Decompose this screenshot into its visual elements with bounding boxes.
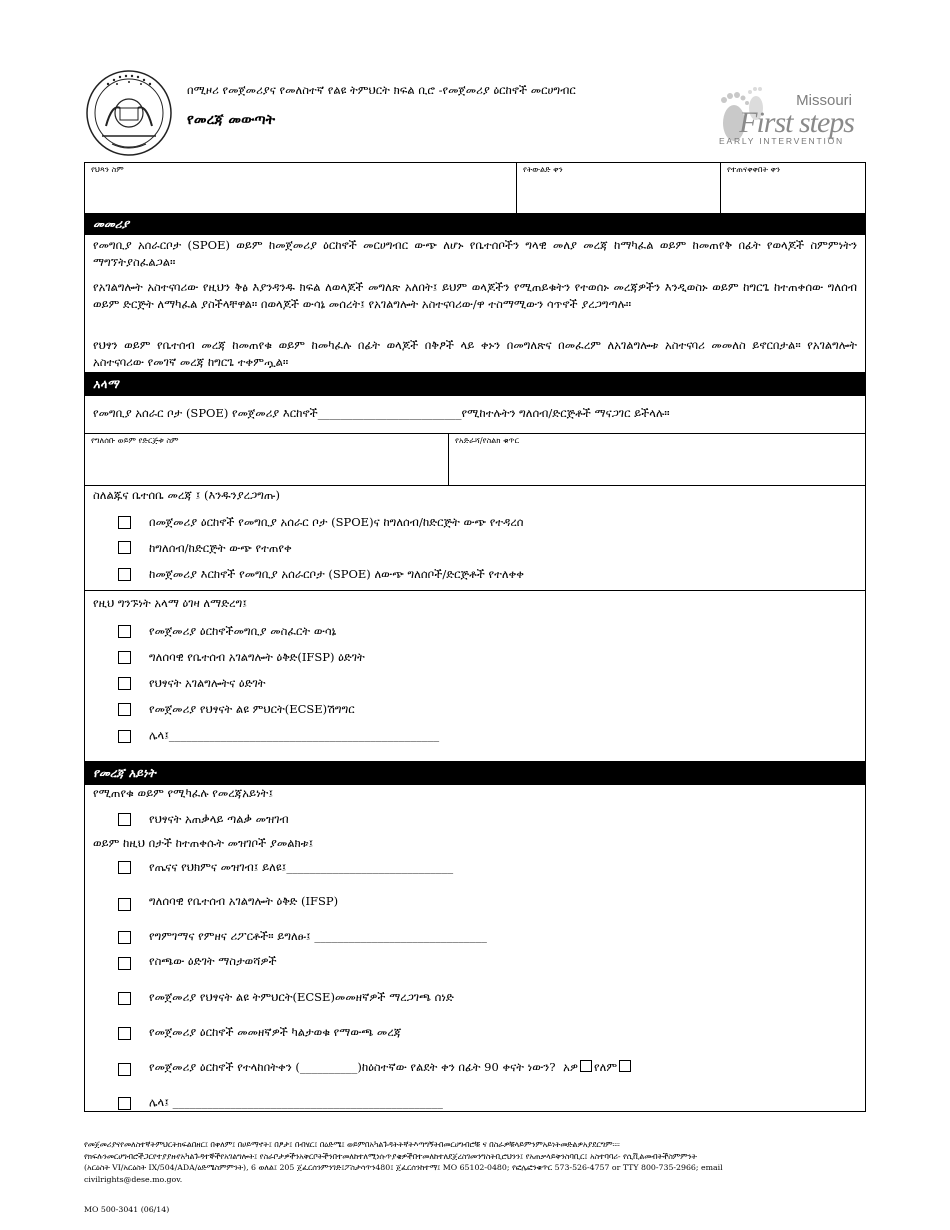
- info-checkbox[interactable]: [118, 931, 131, 944]
- agency-name: በሚዞሪ የመጀመሪያና የመለስተኛ የልዩ ትምህርት ክፍል ቢሮ -የመጀመሪያ ዕርከኖች መርሀግብር: [187, 83, 576, 97]
- footer-line: የመጀመሪያናየመለስተኛትምህርትክፍልበዘር፤ በቀለም፤ በሀይማኖት፤ በፆታ፤ በብሄር፤ በዕድሜ፤ ወይምበአካልጉዳትትኛትእጣግኝትበመርሀግብሮቹ ና በስራዎቹላይምንምአይነትመድልዎአያደርግም።።: [84, 1140, 620, 1149]
- info-type-prompt: የሚጠየቁ ወይም የሚካፈሉ የመረጃአይነት፤: [93, 786, 274, 800]
- instructions-paragraph-3: የህፃን ወይም የቤተሰብ መረጃ ከመጠየቁ ወይም ከመካፈሉ በፊት ወላጆች በቅፆች ላይ ቀኑን በመግለጽና በመፈረም ለአገልግሎቱ አስተናባሪ መመለስ ይኖርበታል። የአገልግሎት አስተናባሪው የመገኛ መረጃ ከግርጌ ተቀምጧል።: [93, 338, 857, 369]
- option-label: በመጀመሪያ ዕርከኖች የመግቢያ አሰራር ቦታ (SPOE)ና ከግለሰብ/ከድርጅት ውጭ የተዳረሰ: [149, 515, 524, 529]
- divider: [85, 485, 865, 486]
- referral-date-field[interactable]: [721, 175, 865, 211]
- reason-checkbox[interactable]: [118, 651, 131, 664]
- birth-date-label: የትውልድ ቀን: [523, 165, 563, 174]
- yes-checkbox[interactable]: [580, 1060, 592, 1072]
- info-label: የስጫው ዕድገት ማስታወሻዎች: [149, 954, 277, 968]
- org-name-field[interactable]: [85, 447, 447, 483]
- info-prompt: ስለልጁና ቤተሰቤ መረጃ ፤ (እንዱንያረጋግጡ): [93, 488, 280, 502]
- divider: [85, 433, 865, 434]
- info-checkbox[interactable]: [118, 861, 131, 874]
- footer-notice: [84, 1139, 874, 1185]
- address-label: የአድራሻ/የስልክ ቁጥር: [455, 436, 520, 445]
- info-type-heading: የመረጃ አይነት: [85, 761, 865, 785]
- reason-label: የመጀመሪያ ዕርከኖችመግቢያ መስፈርት ውሳኔ: [149, 624, 337, 638]
- info-checkbox[interactable]: [118, 957, 131, 970]
- reason-checkbox[interactable]: [118, 677, 131, 690]
- reason-label: ሌላ፤_______________________________________________: [149, 728, 440, 742]
- no-label: የለም: [594, 1060, 618, 1074]
- child-name-field[interactable]: [85, 175, 515, 211]
- release-form: [84, 162, 866, 1112]
- yes-label: አዎ: [563, 1060, 578, 1074]
- info-checkbox[interactable]: [118, 1063, 131, 1076]
- info-checkbox[interactable]: [118, 992, 131, 1005]
- footer-line: (አርዕስት VI/አርዕስት IX/504/ADA/ዕድሜስምምንት), 6 ወለል፤ 205 ጀፈርሰንምንገድ፤ፖስታሳጥን480፤ ጀፈርሰንከተማ፤ MO 65102-0480; የፎሌፎንቁጥር 573-526-4757 or TTY 800-735-2966; email: [84, 1163, 723, 1172]
- footer-line: የክፍሉንመርሀግብሮችጋርየተያያዙየአካልጉዳተኞችየአገልግሎት፤ የስራቦታዎችንአቅርቦትችንበተመለከተለሚነሱጥያቄዎችበተመለከተለደጀረስገመንግስትቢሮህንን፤ የአጠቃላይቅንስባቢር፤ አስተባባሪ- የሲቪልመብትችስምምንት: [84, 1151, 697, 1161]
- logo-brand: First steps: [739, 106, 854, 139]
- first-steps-logo: [714, 78, 854, 148]
- option-checkbox[interactable]: [118, 516, 131, 529]
- referral-date-label: የተጠናቀቀበት ቀን: [727, 165, 781, 174]
- reason-checkbox[interactable]: [118, 703, 131, 716]
- reason-checkbox[interactable]: [118, 730, 131, 743]
- divider: [85, 590, 865, 591]
- no-checkbox[interactable]: [619, 1060, 631, 1072]
- purpose-heading: አላማ: [85, 372, 865, 396]
- info-label: ሌላ፤ _______________________________________________: [149, 1095, 443, 1109]
- info-or-prompt: ወይም ከዚህ በታች ከተጠቀሱት መዝገቦች ያመልክቱ፤: [93, 836, 314, 850]
- state-seal-icon: [84, 68, 174, 158]
- referral-question: የመጀመሪያ ዕርከኖች የተላከበትቀን (__________)ከዕስተኛው የልደት ቀን በፊት 90 ቀናት ነውን?: [149, 1060, 556, 1074]
- purpose-statement: የመግቢያ አሰራር ቦታ (SPOE) የመጀመሪያ እርከኖች_________________________የሚከተሉትን ግለሰብ/ድርጅቶች ማናጋገር ይችላሉ።: [93, 406, 670, 420]
- info-checkbox[interactable]: [118, 1097, 131, 1110]
- option-label: ከግለሰብ/ከድርጅት ውጭ የተጠየቀ: [149, 541, 292, 555]
- option-label: ከመጀመሪያ እርከኖች የመግቢያ አሰራርቦታ (SPOE) ለውጭ ግለሰቦች/ድርጅቶች የተለቀቀ: [149, 567, 525, 581]
- info-label: የጤናና የህክምና መዝገብ፤ ይለዩ፤_____________________________: [149, 860, 454, 874]
- info-checkbox[interactable]: [118, 813, 131, 826]
- address-field[interactable]: [449, 447, 865, 483]
- page-header: [84, 68, 866, 162]
- info-label: የመጀመሪያ ዕርከኖች መመዘኛዎች ካልታወቁ የማውጫ መረጃ: [149, 1025, 402, 1039]
- footer-email: civilrights@dese.mo.gov.: [84, 1174, 183, 1184]
- instructions-heading: መመሪያ: [85, 213, 865, 235]
- info-label: የመጀመሪያ የህፃናት ልዩ ትምህርት(ECSE)መመዘኛዎች ማረጋገጫ ሰነድ: [149, 990, 454, 1004]
- org-name-label: የግለሰቡ ወይም የድርጅቱ ስም: [91, 436, 179, 445]
- child-name-label: የህጻን ስም: [91, 165, 124, 174]
- logo-state: Missouri: [796, 92, 852, 109]
- option-checkbox[interactable]: [118, 541, 131, 554]
- instructions-paragraph-1: የመግቢያ አሰራርቦታ (SPOE) ወይም ከመጀመሪያ ዕርከኖች መርሀግብር ውጭ ለሆኑ የቤተሰቦችን ግላዊ መለያ መረጃ ከማካፈል ወይም ከመጠየቅ በፊት የወላጆች ስምምነትን ማግኘትያስፈልጋል።: [93, 238, 857, 269]
- info-label: የግምገማና የምዘና ሪፖርቶች። ይግለፁ፤ ______________________________: [149, 929, 487, 943]
- logo-tagline: EARLY INTERVENTION: [719, 136, 844, 146]
- info-label: የህፃናት አጠቃላይ ጣልቃ መዝገብ: [149, 812, 289, 826]
- birth-date-field[interactable]: [517, 175, 719, 211]
- option-checkbox[interactable]: [118, 568, 131, 581]
- reason-label: ግለሰባዊ የቤተሰብ አገልግሎት ዕቅድ(IFSP) ዕድገት: [149, 650, 365, 664]
- info-checkbox[interactable]: [118, 1027, 131, 1040]
- document-title: የመረጃ መውጣት: [187, 112, 276, 128]
- reason-label: የመጀመሪያ የህፃናት ልዩ ምህርት(ECSE)ሽግግር: [149, 702, 355, 716]
- reason-checkbox[interactable]: [118, 625, 131, 638]
- reason-prompt: የዚህ ግንኙነት አላማ ዕገዛ ለማድረግ፤: [93, 596, 247, 610]
- form-number: MO 500-3041 (06/14): [84, 1205, 170, 1214]
- reason-label: የህፃናት አገልግሎትና ዕድገት: [149, 676, 266, 690]
- info-label: ግለሰባዊ የቤተሰብ አገልግሎት ዕቅድ (IFSP): [149, 894, 339, 908]
- info-checkbox[interactable]: [118, 898, 131, 911]
- instructions-paragraph-2: የአገልግሎት አስተናባሪው የዚህን ቅፅ እያንዳንዱ ክፍል ለወላጆች መግለጽ አለበት፤ ይህም ወላጆችን የሚጠይቁትን የተወሰኑ መረጃዎችን እንዲወስኑ ወይም ከግርጌ ከተጠቀሰው ግለሰብ ወይም ድርጅት ለማካፈል ያስችላቸዋል። በወላጆች ውሳኔ መሰረት፤ የአገልግሎት አስተናባሪው/ዋ ተስማሚውን ሳጥኖች ያረጋግጣሉ።: [93, 280, 857, 311]
- info-label-referral: [149, 1060, 633, 1075]
